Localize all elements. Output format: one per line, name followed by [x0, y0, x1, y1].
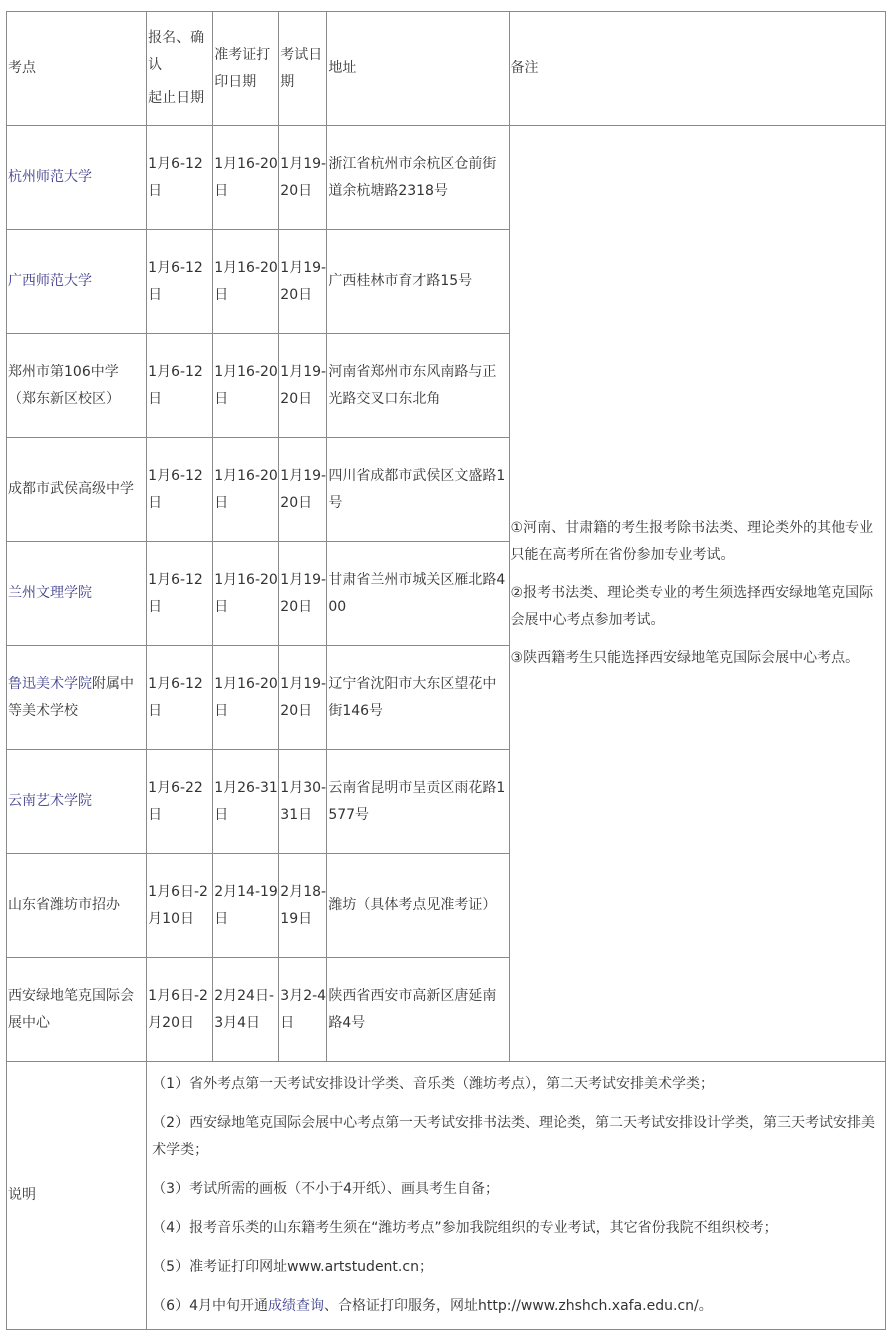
registration-cell: 1月6-12日: [147, 438, 213, 542]
registration-cell: 1月6-12日: [147, 646, 213, 750]
address-cell: 云南省昆明市呈贡区雨花路1577号: [327, 750, 509, 854]
remarks-cell: [509, 126, 885, 1062]
site-cell: [7, 542, 147, 646]
address-cell: 四川省成都市武侯区文盛路1号: [327, 438, 509, 542]
exam-date-cell: 1月19-20日: [279, 542, 327, 646]
note-item: （4）报考音乐类的山东籍考生须在“潍坊考点”参加我院组织的专业考试，其它省份我院不组织校考；: [152, 1220, 778, 1236]
site-cell: [7, 230, 147, 334]
site-link[interactable]: 广西师范大学: [8, 273, 92, 289]
note-item: （5）准考证打印网址www.artstudent.cn；: [152, 1259, 433, 1275]
remark-item: ②报考书法类、理论类专业的考生须选择西安绿地笔克国际会展中心考点参加考试。: [510, 585, 874, 628]
site-cell: 郑州市第106中学（郑东新区校区）: [7, 334, 147, 438]
header-registration-line2: 起止日期: [148, 90, 205, 106]
note-text: （6）4月中旬开通: [152, 1298, 268, 1314]
registration-cell: 1月6-12日: [147, 334, 213, 438]
exam-date-cell: 1月19-20日: [279, 126, 327, 230]
ticket-print-cell: 1月26-31日: [213, 750, 279, 854]
registration-cell: 1月6-22日: [147, 750, 213, 854]
site-cell: 山东省潍坊市招办: [7, 854, 147, 958]
address-cell: 甘肃省兰州市城关区雁北路400: [327, 542, 509, 646]
header-exam-date: 考试日期: [279, 12, 327, 126]
ticket-print-cell: 1月16-20日: [213, 230, 279, 334]
table-row: [7, 126, 886, 230]
site-cell: 成都市武侯高级中学: [7, 438, 147, 542]
exam-date-cell: 1月19-20日: [279, 646, 327, 750]
address-cell: 河南省郑州市东风南路与正光路交叉口东北角: [327, 334, 509, 438]
site-link[interactable]: 鲁迅美术学院: [8, 675, 92, 692]
exam-date-cell: 3月2-4日: [279, 958, 327, 1062]
site-link[interactable]: 兰州文理学院: [8, 585, 92, 601]
notes-label: 说明: [7, 1062, 147, 1330]
exam-date-cell: 1月19-20日: [279, 334, 327, 438]
header-registration-line1: 报名、确认: [148, 30, 205, 73]
site-cell: 西安绿地笔克国际会展中心: [7, 958, 147, 1062]
registration-cell: 1月6日-2月20日: [147, 958, 213, 1062]
note-item: （3）考试所需的画板（不小于4开纸）、画具考生自备；: [152, 1181, 499, 1197]
site-cell: [7, 750, 147, 854]
address-cell: 辽宁省沈阳市大东区望花中街146号: [327, 646, 509, 750]
address-cell: 潍坊（具体考点见准考证）: [327, 854, 509, 958]
exam-schedule-table: [6, 11, 886, 1330]
header-ticket-print: 准考证打印日期: [213, 12, 279, 126]
exam-date-cell: 1月19-20日: [279, 438, 327, 542]
exam-date-cell: 1月30-31日: [279, 750, 327, 854]
exam-date-cell: 1月19-20日: [279, 230, 327, 334]
address-cell: 广西桂林市育才路15号: [327, 230, 509, 334]
header-remarks: 备注: [509, 12, 885, 126]
site-text: 附属中等美术学校: [8, 675, 134, 719]
note-item: （1）省外考点第一天考试安排设计学类、音乐类（潍坊考点），第二天考试安排美术学类；: [152, 1076, 715, 1092]
score-query-link[interactable]: 成绩查询: [267, 1298, 324, 1314]
address-cell: 陕西省西安市高新区唐延南路4号: [327, 958, 509, 1062]
ticket-print-cell: 2月24日-3月4日: [213, 958, 279, 1062]
ticket-print-cell: 1月16-20日: [213, 542, 279, 646]
ticket-print-cell: 2月14-19日: [213, 854, 279, 958]
site-cell: [7, 646, 147, 750]
registration-cell: 1月6-12日: [147, 230, 213, 334]
ticket-print-cell: 1月16-20日: [213, 334, 279, 438]
notes-cell: [147, 1062, 886, 1330]
ticket-print-cell: 1月16-20日: [213, 646, 279, 750]
ticket-print-cell: 1月16-20日: [213, 438, 279, 542]
note-item: （2）西安绿地笔克国际会展中心考点第一天考试安排书法类、理论类，第二天考试安排设计学类，第三天考试安排美术学类；: [152, 1115, 876, 1158]
remark-item: ③陕西籍考生只能选择西安绿地笔克国际会展中心考点。: [510, 650, 860, 666]
notes-row: [7, 1062, 886, 1330]
address-cell: 浙江省杭州市余杭区仓前街道余杭塘路2318号: [327, 126, 509, 230]
header-registration: [147, 12, 213, 126]
header-address: 地址: [327, 12, 509, 126]
site-cell: [7, 126, 147, 230]
site-link[interactable]: 云南艺术学院: [8, 793, 92, 809]
registration-cell: 1月6-12日: [147, 126, 213, 230]
note-text: 、合格证打印服务，网址http://www.zhshch.xafa.edu.cn/。: [323, 1298, 713, 1314]
site-link[interactable]: 杭州师范大学: [8, 169, 92, 185]
registration-cell: 1月6-12日: [147, 542, 213, 646]
registration-cell: 1月6日-2月10日: [147, 854, 213, 958]
ticket-print-cell: 1月16-20日: [213, 126, 279, 230]
header-row: [7, 12, 886, 126]
header-site: 考点: [7, 12, 147, 126]
remark-item: ①河南、甘肃籍的考生报考除书法类、理论类外的其他专业只能在高考所在省份参加专业考试。: [510, 520, 874, 563]
note-item: [148, 1287, 885, 1326]
exam-date-cell: 2月18-19日: [279, 854, 327, 958]
